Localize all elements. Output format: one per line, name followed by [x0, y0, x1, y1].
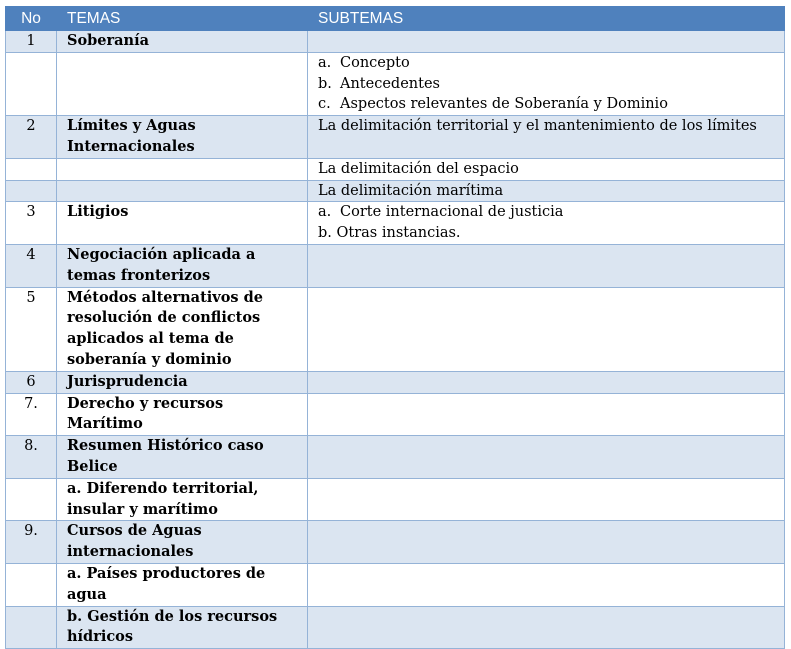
subtema-text: La delimitación del espacio: [318, 160, 519, 177]
subtema-cell: [308, 563, 785, 606]
tema-cell: b. Gestión de los recursos hídricos: [57, 606, 308, 649]
subtema-cell: [308, 371, 785, 393]
subtema-cell: [308, 606, 785, 649]
subtema-item: [318, 181, 780, 202]
subtema-text: La delimitación territorial y el mantenimiento de los límites: [318, 118, 757, 135]
subtema-cell: [308, 287, 785, 371]
tema-cell: [57, 52, 308, 115]
subtema-cell: [308, 393, 785, 436]
row-number: [6, 180, 57, 202]
subtema-cell: [308, 478, 785, 521]
table-row: [6, 393, 785, 436]
row-number: [6, 158, 57, 180]
row-number: [6, 606, 57, 649]
table-row: [6, 52, 785, 115]
table-row: [6, 158, 785, 180]
subtema-marker: c.: [318, 96, 331, 113]
header-no: No: [6, 7, 57, 31]
row-number: 7.: [6, 393, 57, 436]
row-number: 5: [6, 287, 57, 371]
table-row: [6, 606, 785, 649]
subtema-cell: [308, 158, 785, 180]
subtema-cell: [308, 521, 785, 564]
row-number: 6: [6, 371, 57, 393]
row-number: 9.: [6, 521, 57, 564]
table-row: [6, 202, 785, 245]
subtema-marker: b.: [318, 75, 332, 92]
subtema-item: [318, 53, 780, 74]
topics-table: [5, 6, 785, 649]
row-number: [6, 563, 57, 606]
tema-cell: Negociación aplicada a temas fronterizos: [57, 244, 308, 287]
table-row: [6, 287, 785, 371]
subtema-item: [318, 94, 780, 115]
row-number: 1: [6, 31, 57, 53]
table-row: [6, 521, 785, 564]
tema-cell: Cursos de Aguas internacionales: [57, 521, 308, 564]
table-row: [6, 436, 785, 479]
subtema-marker: a.: [318, 54, 332, 71]
subtema-item: [318, 202, 780, 223]
tema-cell: [57, 180, 308, 202]
row-number: [6, 478, 57, 521]
tema-cell: Litigios: [57, 202, 308, 245]
tema-cell: a. Países productores de agua: [57, 563, 308, 606]
subtema-item: [318, 223, 780, 244]
tema-cell: Resumen Histórico caso Belice: [57, 436, 308, 479]
row-number: 4: [6, 244, 57, 287]
tema-cell: Límites y Aguas Internacionales: [57, 116, 308, 159]
table-body: [6, 31, 785, 649]
subtema-item: [318, 116, 780, 137]
row-number: [6, 52, 57, 115]
subtema-cell: [308, 31, 785, 53]
row-number: 3: [6, 202, 57, 245]
subtema-text: La delimitación marítima: [318, 182, 504, 199]
subtema-cell: [308, 202, 785, 245]
table-row: [6, 116, 785, 159]
subtema-text: Antecedentes: [340, 75, 440, 92]
header-temas: TEMAS: [57, 7, 308, 31]
tema-cell: [57, 158, 308, 180]
row-number: 8.: [6, 436, 57, 479]
table-row: [6, 244, 785, 287]
subtema-text: Corte internacional de justicia: [340, 204, 564, 221]
subtema-item: [318, 159, 780, 180]
subtema-text: b. Otras instancias.: [318, 225, 461, 242]
subtema-text: Concepto: [340, 54, 410, 71]
tema-cell: Jurisprudencia: [57, 371, 308, 393]
table-row: [6, 31, 785, 53]
subtema-marker: a.: [318, 204, 332, 221]
subtema-cell: [308, 116, 785, 159]
subtema-item: [318, 74, 780, 95]
tema-cell: Métodos alternativos de resolución de conflictos aplicados al tema de soberanía y dominio: [57, 287, 308, 371]
subtema-cell: [308, 180, 785, 202]
table-row: [6, 478, 785, 521]
subtema-cell: [308, 436, 785, 479]
table-row: [6, 371, 785, 393]
table-row: [6, 563, 785, 606]
row-number: 2: [6, 116, 57, 159]
subtema-cell: [308, 52, 785, 115]
header-subtemas: SUBTEMAS: [308, 7, 785, 31]
tema-cell: a. Diferendo territorial, insular y marítimo: [57, 478, 308, 521]
subtema-text: Aspectos relevantes de Soberanía y Dominio: [340, 96, 668, 113]
tema-cell: Derecho y recursos Marítimo: [57, 393, 308, 436]
tema-cell: Soberanía: [57, 31, 308, 53]
table-row: [6, 180, 785, 202]
subtema-cell: [308, 244, 785, 287]
header-row: [6, 7, 785, 31]
